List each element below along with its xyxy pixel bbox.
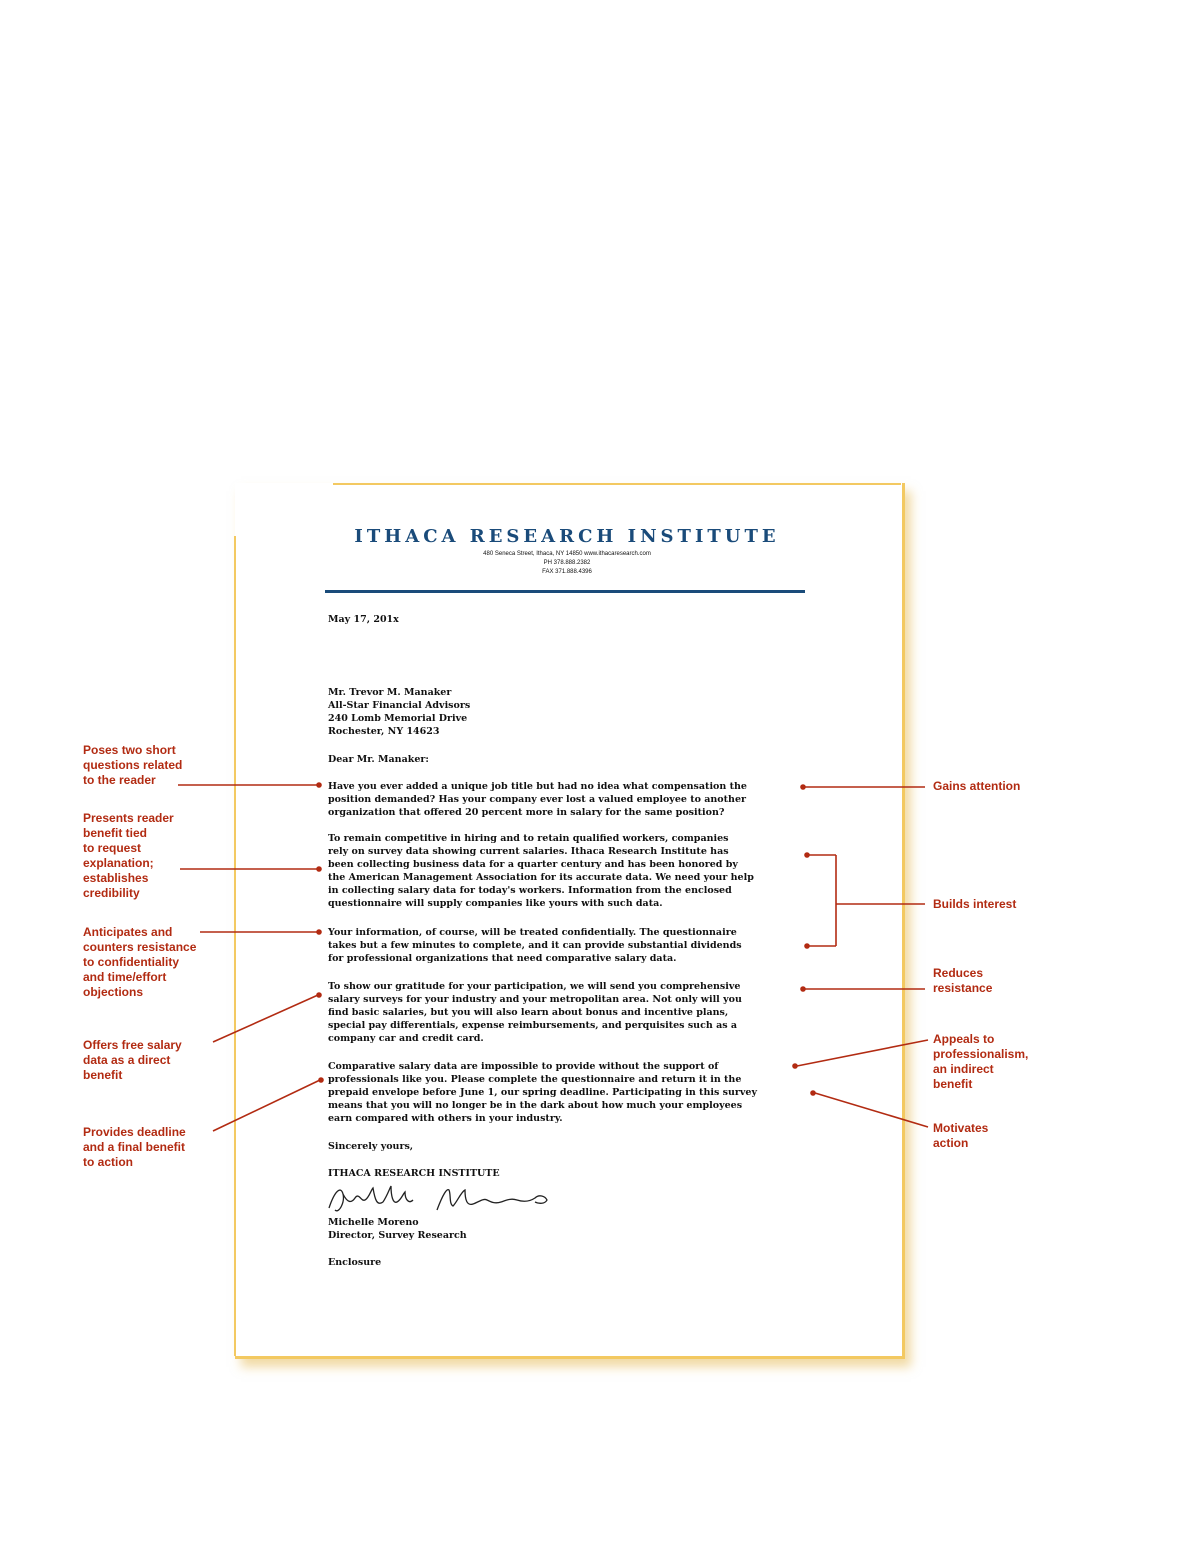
paragraph-line: been collecting business data for a quarter century and has been honored by [328, 859, 738, 870]
annotation-line: resistance [933, 981, 993, 995]
paragraph-line: in collecting salary data for today's workers. Information from the enclosed [328, 885, 732, 896]
annotation-line: data as a direct [83, 1053, 171, 1067]
annotation-line: Poses two short [83, 743, 176, 757]
paragraph-line: Have you ever added a unique job title but had no idea what compensation the [328, 781, 747, 792]
leader-dot [805, 853, 809, 857]
paragraph-line: earn compared with others in your industry. [328, 1113, 563, 1124]
paragraph-line: find basic salaries, but you will also learn about bonus and incentive plans, [328, 1007, 729, 1018]
letterhead-name: ITHACA RESEARCH INSTITUTE [354, 526, 780, 547]
paragraph-line: salary surveys for your industry and your metropolitan area. Not only will you [328, 994, 742, 1005]
leader-dot [801, 785, 805, 789]
paragraph-line: prepaid envelope before June 1, our spring deadline. Participating in this survey [328, 1087, 757, 1098]
annotation-line: Gains attention [933, 779, 1021, 793]
leader-dot [317, 867, 321, 871]
annotation-line: Motivates [933, 1121, 989, 1135]
company-signature: ITHACA RESEARCH INSTITUTE [328, 1168, 500, 1179]
annotation-line: to request [83, 841, 142, 855]
paragraph-line: Your information, of course, will be treated confidentially. The questionnaire [328, 927, 737, 938]
paragraph-line: To show our gratitude for your participation, we will send you comprehensive [328, 981, 741, 992]
leader-dot [319, 1078, 323, 1082]
annotation-line: counters resistance [83, 940, 197, 954]
annotation-line: Offers free salary [83, 1038, 182, 1052]
signer-title: Director, Survey Research [328, 1230, 467, 1241]
paragraph-line: takes but a few minutes to complete, and it can provide substantial dividends [328, 940, 742, 951]
inside-address-line: Mr. Trevor M. Manaker [328, 687, 452, 698]
paragraph-line: questionnaire will supply companies like yours with such data. [328, 898, 663, 909]
paragraph-line: organization that offered 20 percent more in salary for the same position? [328, 807, 725, 818]
annotation-line: professionalism, [933, 1047, 1029, 1061]
annotation-line: an indirect [933, 1062, 994, 1076]
letter-date: May 17, 201x [328, 614, 399, 625]
annotation-line: benefit [83, 1068, 123, 1082]
inside-address-line: Rochester, NY 14623 [328, 726, 440, 737]
paragraph-line: rely on survey data showing current salaries. Ithaca Research Institute has [328, 846, 729, 857]
annotation-line: credibility [83, 886, 140, 900]
annotation-line: Provides deadline [83, 1125, 186, 1139]
letterhead-phone: PH 378.888.2382 [543, 560, 591, 566]
paragraph-line: special pay differentials, expense reimbursements, and perquisites such as a [328, 1020, 738, 1031]
paragraph-line: To remain competitive in hiring and to retain qualified workers, companies [328, 833, 729, 844]
annotation-line: Presents reader [83, 811, 174, 825]
leader-dot [801, 987, 805, 991]
annotation-line: Reduces [933, 966, 984, 980]
annotation-line: explanation; [83, 856, 154, 870]
annotation-line: to action [83, 1155, 133, 1169]
annotation-line: and time/effort [83, 970, 167, 984]
inside-address-line: 240 Lomb Memorial Drive [328, 713, 468, 724]
annotation-line: and a final benefit [83, 1140, 186, 1154]
enclosure-notation: Enclosure [328, 1257, 382, 1268]
leader-dot [317, 993, 321, 997]
paragraph-line: for professional organizations that need comparative salary data. [328, 953, 677, 964]
leader-dot [805, 944, 809, 948]
annotation-line: action [933, 1136, 969, 1150]
annotation-line: Builds interest [933, 897, 1017, 911]
paragraph-line: means that you will no longer be in the dark about how much your employees [328, 1100, 743, 1111]
annotation-line: Appeals to [933, 1032, 995, 1046]
paragraph-line: position demanded? Has your company ever lost a valued employee to another [328, 794, 746, 805]
paragraph-line: professionals like you. Please complete the questionnaire and return it in the [328, 1074, 742, 1085]
closing: Sincerely yours, [328, 1141, 414, 1152]
salutation: Dear Mr. Manaker: [328, 754, 429, 765]
paragraph-line: company car and credit card. [328, 1033, 484, 1044]
leader-dot [793, 1064, 797, 1068]
letterhead-address: 480 Seneca Street, Ithaca, NY 14850 www.ithacaresearch.com [483, 551, 651, 557]
annotation-line: objections [83, 985, 144, 999]
paragraph-line: Comparative salary data are impossible to provide without the support of [328, 1061, 719, 1072]
leader-dot [811, 1091, 815, 1095]
annotation-line: benefit [933, 1077, 973, 1091]
annotation-line: establishes [83, 871, 149, 885]
leader-dot [317, 783, 321, 787]
annotation-line: Anticipates and [83, 925, 173, 939]
leader-dot [317, 930, 321, 934]
paragraph-line: the American Management Association for its accurate data. We need your help [328, 872, 754, 883]
leader-line-deadline [213, 1080, 320, 1131]
letterhead-fax: FAX 371.888.4396 [542, 569, 592, 575]
leader-line-free-data [213, 995, 318, 1042]
annotation-line: to confidentiality [83, 955, 179, 969]
annotation-line: questions related [83, 758, 183, 772]
leader-line-motivates [815, 1093, 928, 1127]
inside-address-line: All-Star Financial Advisors [328, 700, 471, 711]
signer-name: Michelle Moreno [328, 1217, 419, 1228]
annotation-line: benefit tied [83, 826, 148, 840]
leader-line-professionalism [797, 1040, 928, 1066]
annotation-line: to the reader [83, 773, 156, 787]
